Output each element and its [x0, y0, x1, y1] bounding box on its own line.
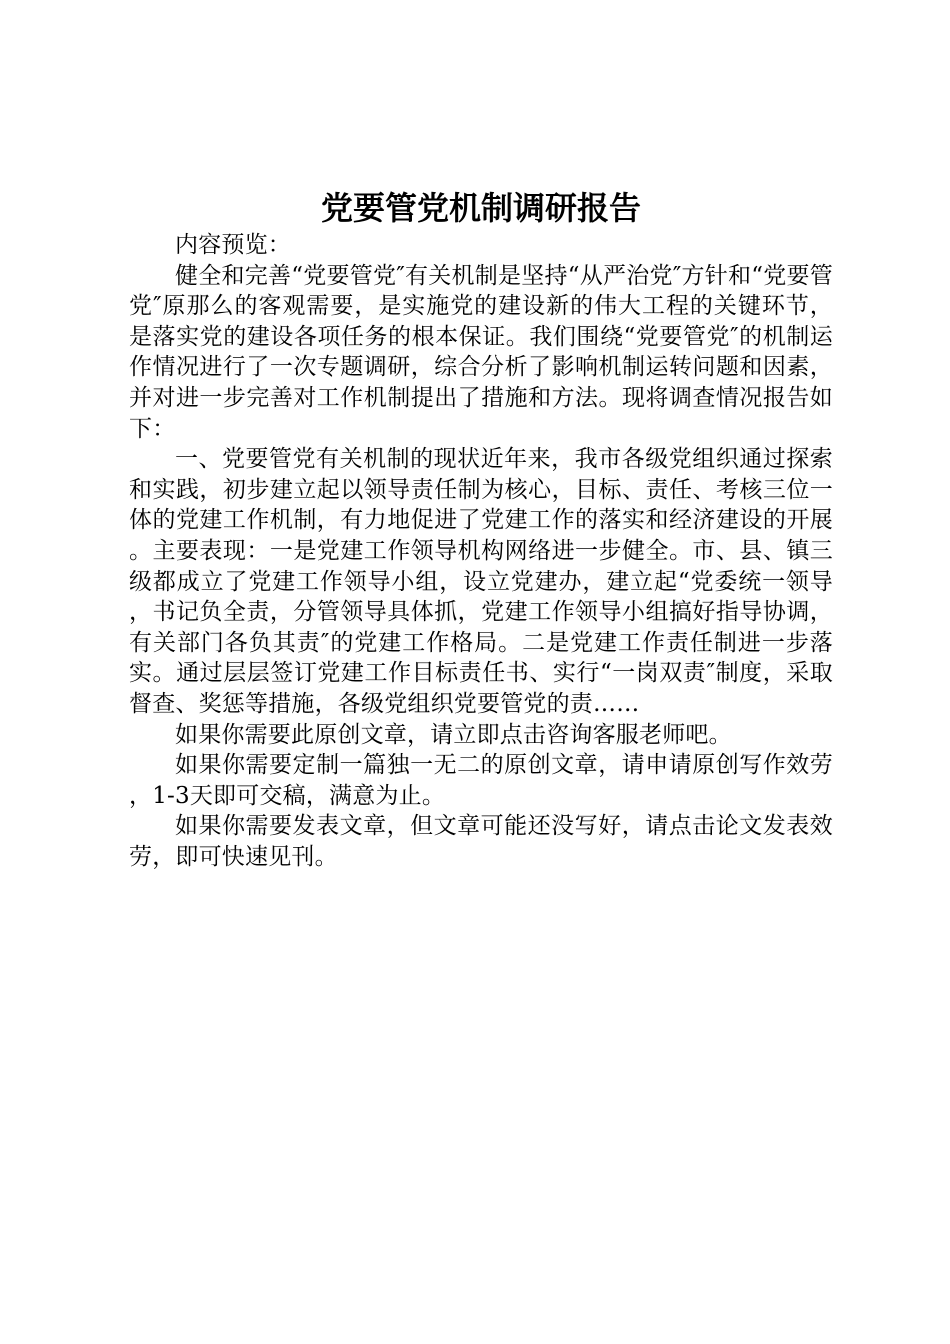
promo-paragraph-publishing: 如果你需要发表文章，但文章可能还没写好，请点击论文发表效劳，即可快速见刊。 [129, 813, 833, 870]
document-page [129, 186, 833, 872]
promo-paragraph-custom-writing: 如果你需要定制一篇独一无二的原创文章，请申请原创写作效劳，1-3天即可交稿，满意为止。 [129, 752, 833, 809]
document-title: 党要管党机制调研报告 [320, 189, 641, 227]
section-one-paragraph: 一、党要管党有关机制的现状近年来，我市各级党组织通过探索和实践，初步建立起以领导责任制为核心，目标、责任、考核三位一体的党建工作机制，有力地促进了党建工作的落实和经济建设的开展。主要表现：一是党建工作领导机构网络进一步健全。市、县、镇三级都成立了党建工作领导小组，设立党建办，建立起“党委统一领导，书记负全责，分管领导具体抓，党建工作领导小组搞好指导协调，有关部门各负其责″的党建工作格局。二是党建工作责任制进一步落实。通过层层签订党建工作目标责任书、实行“一岗双责″制度，采取督查、奖惩等措施，各级党组织党要管党的责…… [129, 446, 833, 717]
preview-label: 内容预览： [175, 232, 291, 258]
promo-paragraph-contact: 如果你需要此原创文章，请立即点击咨询客服老师吧。 [175, 721, 732, 748]
intro-paragraph: 健全和完善“党要管党″有关机制是坚持“从严治党″方针和“党要管党″原那么的客观需要，是实施党的建设新的伟大工程的关键环节，是落实党的建设各项任务的根本保证。我们围绕“党要管党″的机制运作情况进行了一次专题调研，综合分析了影响机制运转问题和因素，并对进一步完善对工作机制提出了措施和方法。现将调查情况报告如下： [129, 262, 833, 442]
